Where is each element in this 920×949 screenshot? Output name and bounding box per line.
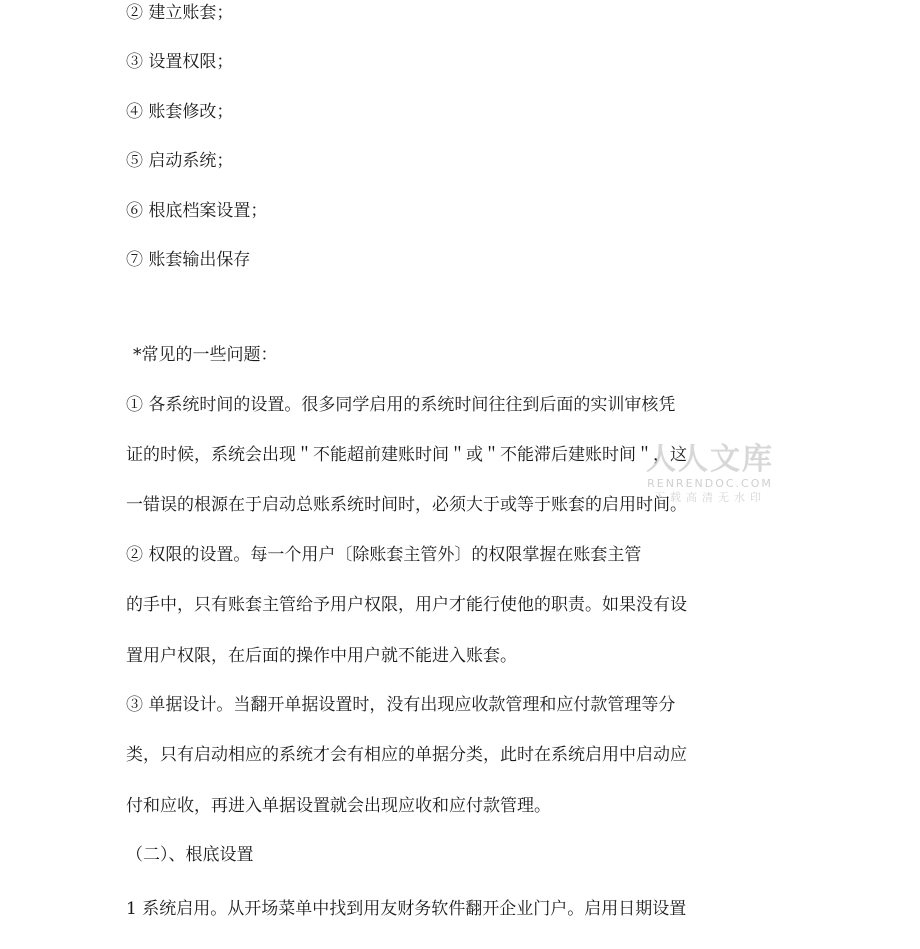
watermark — [645, 443, 775, 505]
paragraph-line: ③ 单据设计。当翻开单据设置时，没有出现应收款管理和应付款管理等分 — [126, 695, 676, 715]
watermark-subtitle: 下载高清无水印 — [654, 491, 766, 504]
paragraph-line: 付和应收，再进入单据设置就会出现应收和应付款管理。 — [126, 796, 551, 816]
watermark-url: RENRENDOC.COM — [647, 477, 773, 490]
paragraph-line: ① 各系统时间的设置。很多同学启用的系统时间往往到后面的实训审核凭 — [126, 395, 676, 415]
paragraph-line: 一错误的根源在于启动总账系统时间时，必须大于或等于账套的启用时间。 — [126, 495, 687, 515]
common-issues-heading: *常见的一些问题： — [133, 345, 278, 365]
watermark-title: 人人文库 — [646, 442, 774, 477]
paragraph-line: 置用户权限，在后面的操作中用户就不能进入账套。 — [126, 646, 517, 666]
step-2-text: ② 建立账套； — [126, 3, 234, 23]
section-heading: （二）、根底设置 — [126, 845, 254, 865]
paragraph-line: 证的时候，系统会出现＂不能超前建账时间＂或＂不能滞后建账时间＂，这 — [126, 445, 687, 465]
step-3-text: ③ 设置权限； — [126, 52, 234, 72]
paragraph-line: 的手中，只有账套主管给予用户权限，用户才能行使他的职责。如果没有设 — [126, 595, 687, 615]
step-7-text: ⑦ 账套输出保存 — [126, 250, 251, 270]
paragraph-line: ② 权限的设置。每一个用户〔除账套主管外〕的权限掌握在账套主管 — [126, 545, 642, 565]
step-4-text: ④ 账套修改； — [126, 102, 234, 122]
paragraph-line: 类，只有启动相应的系统才会有相应的单据分类，此时在系统启用中启动应 — [126, 745, 687, 765]
step-5-text: ⑤ 启动系统； — [126, 151, 234, 171]
step-6-text: ⑥ 根底档案设置； — [126, 201, 268, 221]
paragraph-line: 1 系统启用。从开场菜单中找到用友财务软件翻开企业门户。启用日期设置 — [126, 899, 687, 919]
